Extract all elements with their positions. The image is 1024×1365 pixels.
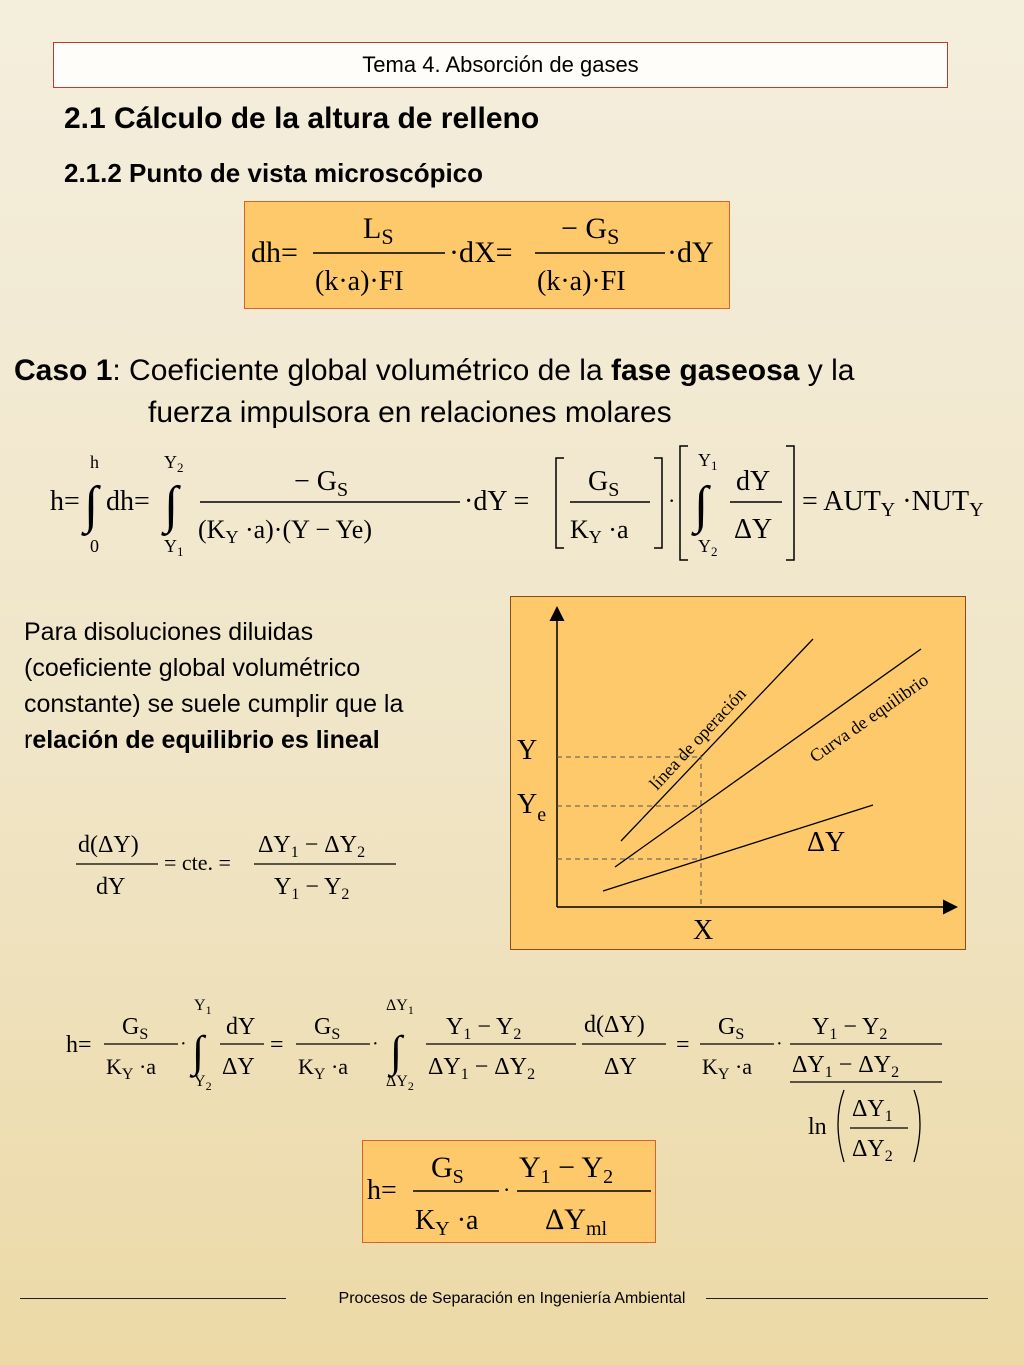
footer-text: Procesos de Separación en Ingeniería Ambiental [338, 1290, 686, 1307]
svg-text:·: · [180, 1033, 187, 1055]
section-subtitle: 2.1.2 Punto de vista microscópico [64, 158, 484, 188]
svg-text:·: · [372, 1033, 379, 1055]
svg-text:Y1: $Y_1$ [194, 997, 212, 1017]
svg-text:KY ·a: $K_Y \cdot a$ [702, 1054, 753, 1083]
para-line-4: relación de equilibrio es lineal [24, 726, 380, 754]
eq-den2: (k·a)·FI [537, 266, 626, 297]
svg-text:Y1 − Y2: $Y_1 - Y_2$ [274, 874, 350, 903]
equation-box-final [362, 1140, 656, 1243]
case-statement [14, 350, 854, 434]
svg-text:ΔY: ΔY [604, 1054, 637, 1080]
svg-text:dY: dY [226, 1014, 256, 1040]
dilute-solutions-paragraph [24, 614, 504, 758]
svg-text:ΔY2: $\Delta Y_2$ [852, 1136, 893, 1165]
case-bold: fase gaseosa [611, 354, 800, 387]
equilibrium-line-label: Curva de equilibrio [805, 669, 932, 767]
svg-text:Y1: $Y_1$ [698, 450, 718, 473]
svg-text:Y2: $Y_2$ [698, 536, 718, 559]
equation-integral [40, 440, 1024, 570]
equilibrium-line [615, 649, 921, 867]
integral-lower-1: 0 [90, 536, 99, 556]
eq-num1: $L_S$ [363, 212, 394, 249]
svg-text:Y2: $Y_2$ [194, 1073, 212, 1093]
svg-text:dh=: dh= [106, 486, 150, 517]
integral-result: = $AUT_Y \cdot NUT_Y$ [802, 486, 984, 521]
svg-text:KY ·a: $K_Y \cdot a$ [415, 1205, 479, 1240]
eq-tail: ·dY [667, 236, 714, 269]
graph-canvas [511, 597, 967, 951]
svg-text:dY: dY [96, 874, 126, 900]
graph-delta-label: ΔY [807, 827, 846, 858]
svg-text:Y2: $Y_2$ [164, 452, 184, 475]
svg-text:Y1 − Y2: $Y_1 - Y_2$ [446, 1014, 522, 1043]
svg-text:·: · [503, 1177, 511, 1202]
svg-text:d(ΔY): d(ΔY) [78, 832, 139, 858]
svg-text:ΔY2: $\Delta Y_2$ [386, 1073, 414, 1093]
graph-y-label: Y [517, 735, 538, 766]
integral-sign-2: ∫ [164, 477, 179, 534]
svg-text:·dY =: ·dY = [464, 486, 530, 517]
svg-text:∫: ∫ [192, 1027, 205, 1076]
svg-text:ln: ln [808, 1114, 827, 1140]
equation-box-top [244, 201, 730, 309]
svg-text:ΔYml: $\Delta Y_{ml}$ [545, 1203, 608, 1240]
svg-text:GS: $G_S$ [431, 1151, 464, 1188]
svg-text:∫: ∫ [390, 1027, 403, 1076]
svg-text:ΔY1 − ΔY2: $\Delta Y_1 - \Delta Y_2$ [792, 1052, 900, 1081]
integral-upper-1: h [90, 452, 99, 472]
svg-text:ΔY: ΔY [222, 1054, 255, 1080]
graph-ye-label: $Y_e$ [517, 789, 547, 826]
svg-text:(KY ·a)·(Y − Ye): (KY ·a)·(Y − Ye) [198, 515, 372, 547]
para-line-3: constante) se suele cumplir que la [24, 690, 404, 718]
svg-text:h=: h= [66, 1032, 92, 1058]
svg-text:GS: $G_S$ [588, 466, 620, 501]
svg-text:ΔY1 − ΔY2: $\Delta Y_1 - \Delta Y_2$ [428, 1054, 536, 1083]
section-title: 2.1 Cálculo de la altura de relleno [64, 102, 540, 135]
para-line-2: (coeficiente global volumétrico [24, 654, 361, 682]
svg-text:ΔY1 − ΔY2: $\Delta Y_1 - \Delta Y_2$ [258, 832, 366, 861]
svg-text:=: = [676, 1032, 690, 1058]
svg-text:=: = [270, 1032, 284, 1058]
svg-text:GS: $G_S$ [314, 1014, 341, 1043]
svg-text:KY ·a: $K_Y \cdot a$ [298, 1054, 349, 1083]
para-line-1: Para disoluciones diluidas [24, 618, 314, 646]
svg-text:∫: ∫ [694, 477, 709, 534]
svg-text:GS: $G_S$ [122, 1014, 149, 1043]
eq-num2: − $G_S$ [561, 212, 620, 249]
eq-den1: (k·a)·FI [315, 266, 404, 297]
eq-mid: ·dX= [449, 236, 513, 269]
slide-header [53, 42, 948, 88]
case-label: Caso 1 [14, 354, 113, 387]
case-text-1: : Coeficiente global volumétrico de la [112, 354, 611, 387]
svg-text:Y1 − Y2: $Y_1 - Y_2$ [519, 1151, 614, 1188]
equation-final [363, 1141, 657, 1244]
deriv-cte: = cte. = [164, 850, 231, 875]
svg-text:·: · [668, 488, 676, 513]
header-title: Tema 4. Absorción de gases [362, 52, 639, 77]
svg-text:h=: h= [50, 486, 80, 517]
svg-text:d(ΔY): d(ΔY) [584, 1012, 645, 1038]
svg-text:Y1 − Y2: $Y_1 - Y_2$ [812, 1014, 888, 1043]
svg-text:ΔY1: $\Delta Y_1$ [852, 1096, 893, 1125]
equation-derivative [74, 820, 414, 910]
operation-line-label: línea de operación [645, 683, 750, 794]
svg-text:Y1: $Y_1$ [164, 536, 184, 559]
eq-lhs: dh= [251, 236, 298, 269]
graph-x-label: X [693, 915, 714, 946]
svg-text:GS: $G_S$ [718, 1014, 745, 1043]
svg-text:− GS: − $G_S$ [294, 466, 349, 501]
svg-text:ΔY1: $\Delta Y_1$ [386, 997, 414, 1017]
svg-text:dY: dY [736, 466, 771, 497]
equation-top [245, 202, 731, 310]
svg-text:KY ·a: $K_Y \cdot a$ [106, 1054, 157, 1083]
case-text-2: y la [799, 354, 855, 387]
svg-text:·: · [776, 1033, 783, 1055]
final-lhs: h= [367, 1175, 397, 1206]
operation-line [621, 639, 813, 841]
svg-text:ΔY: ΔY [734, 514, 773, 545]
integral-sign-1: ∫ [84, 477, 99, 534]
svg-text:KY ·a: KY ·a [570, 515, 629, 547]
equilibrium-graph [510, 596, 966, 950]
case-line-2: fuerza impulsora en relaciones molares [148, 396, 672, 429]
